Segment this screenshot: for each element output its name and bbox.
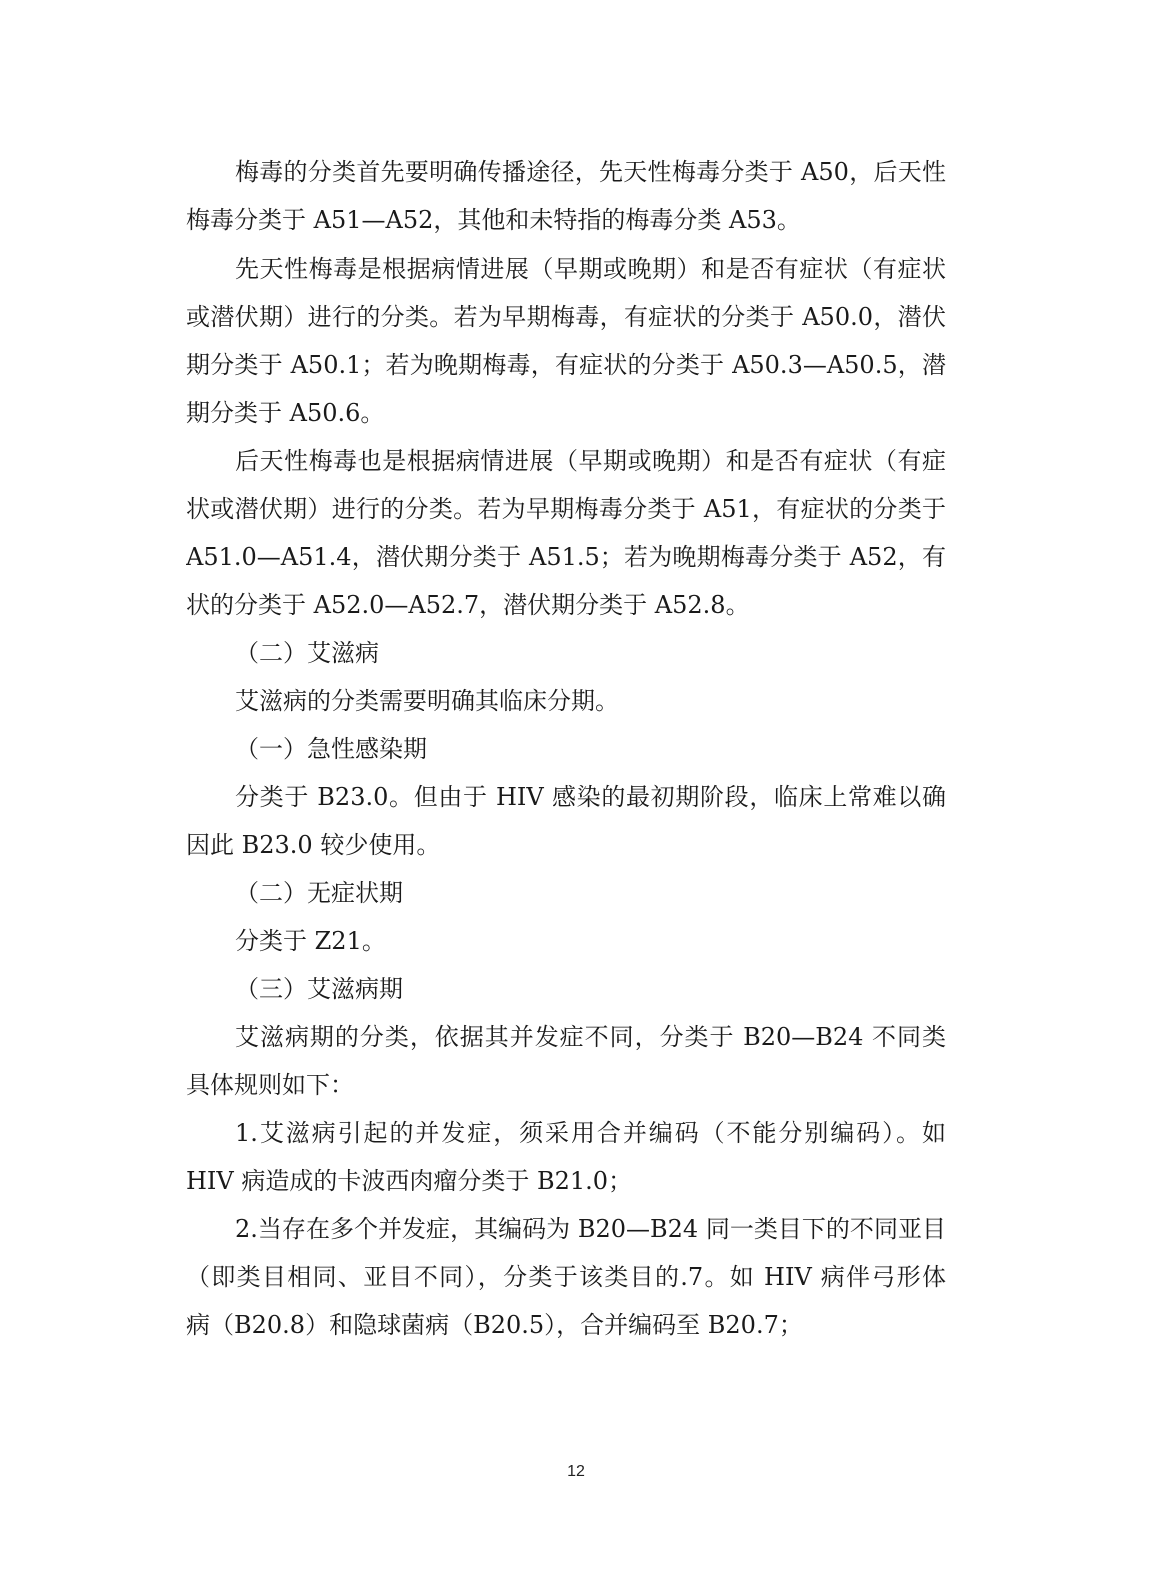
paragraph-line: 或潜伏期）进行的分类。若为早期梅毒，有症状的分类于 A50.0，潜伏 [186, 303, 946, 331]
subsection-heading: （三）艾滋病期 [235, 975, 403, 1003]
list-item-line: 1.艾滋病引起的并发症，须采用合并编码（不能分别编码）。如 [235, 1119, 946, 1147]
paragraph-line: 期分类于 A50.6。 [186, 399, 385, 427]
subsection-heading: （一）急性感染期 [235, 735, 427, 763]
subsection-heading: （二）无症状期 [235, 879, 403, 907]
paragraph-line: 梅毒分类于 A51—A52，其他和未特指的梅毒分类 A53。 [186, 206, 801, 234]
paragraph-line: 状的分类于 A52.0—A52.7，潜伏期分类于 A52.8。 [186, 591, 750, 619]
list-item-line: （即类目相同、亚目不同），分类于该类目的.7。如 HIV 病伴弓形体 [186, 1263, 946, 1291]
section-heading: （二）艾滋病 [235, 639, 379, 667]
paragraph-line: 梅毒的分类首先要明确传播途径，先天性梅毒分类于 A50，后天性 [235, 158, 946, 186]
paragraph-line: 分类于 Z21。 [235, 927, 386, 955]
list-item-line: 病（B20.8）和隐球菌病（B20.5），合并编码至 B20.7； [186, 1311, 803, 1339]
paragraph-line: 具体规则如下： [186, 1071, 354, 1099]
paragraph-line: 后天性梅毒也是根据病情进展（早期或晚期）和是否有症状（有症 [235, 447, 946, 475]
page-number: 12 [567, 1463, 585, 1480]
list-item-line: HIV 病造成的卡波西肉瘤分类于 B21.0； [186, 1167, 633, 1195]
paragraph-line: 艾滋病的分类需要明确其临床分期。 [235, 687, 619, 715]
paragraph-line: 先天性梅毒是根据病情进展（早期或晚期）和是否有症状（有症状 [235, 255, 946, 283]
list-item-line: 2.当存在多个并发症，其编码为 B20—B24 同一类目下的不同亚目 [235, 1215, 946, 1243]
paragraph-line: 分类于 B23.0。但由于 HIV 感染的最初期阶段，临床上常难以确 [235, 783, 946, 811]
paragraph-line: 因此 B23.0 较少使用。 [186, 831, 441, 859]
paragraph-line: 状或潜伏期）进行的分类。若为早期梅毒分类于 A51，有症状的分类于 [186, 495, 946, 523]
paragraph-line: 期分类于 A50.1；若为晚期梅毒，有症状的分类于 A50.3—A50.5，潜 [186, 351, 946, 379]
paragraph-line: A51.0—A51.4，潜伏期分类于 A51.5；若为晚期梅毒分类于 A52，有 [186, 543, 946, 571]
paragraph-line: 艾滋病期的分类，依据其并发症不同，分类于 B20—B24 不同类 [235, 1023, 946, 1051]
